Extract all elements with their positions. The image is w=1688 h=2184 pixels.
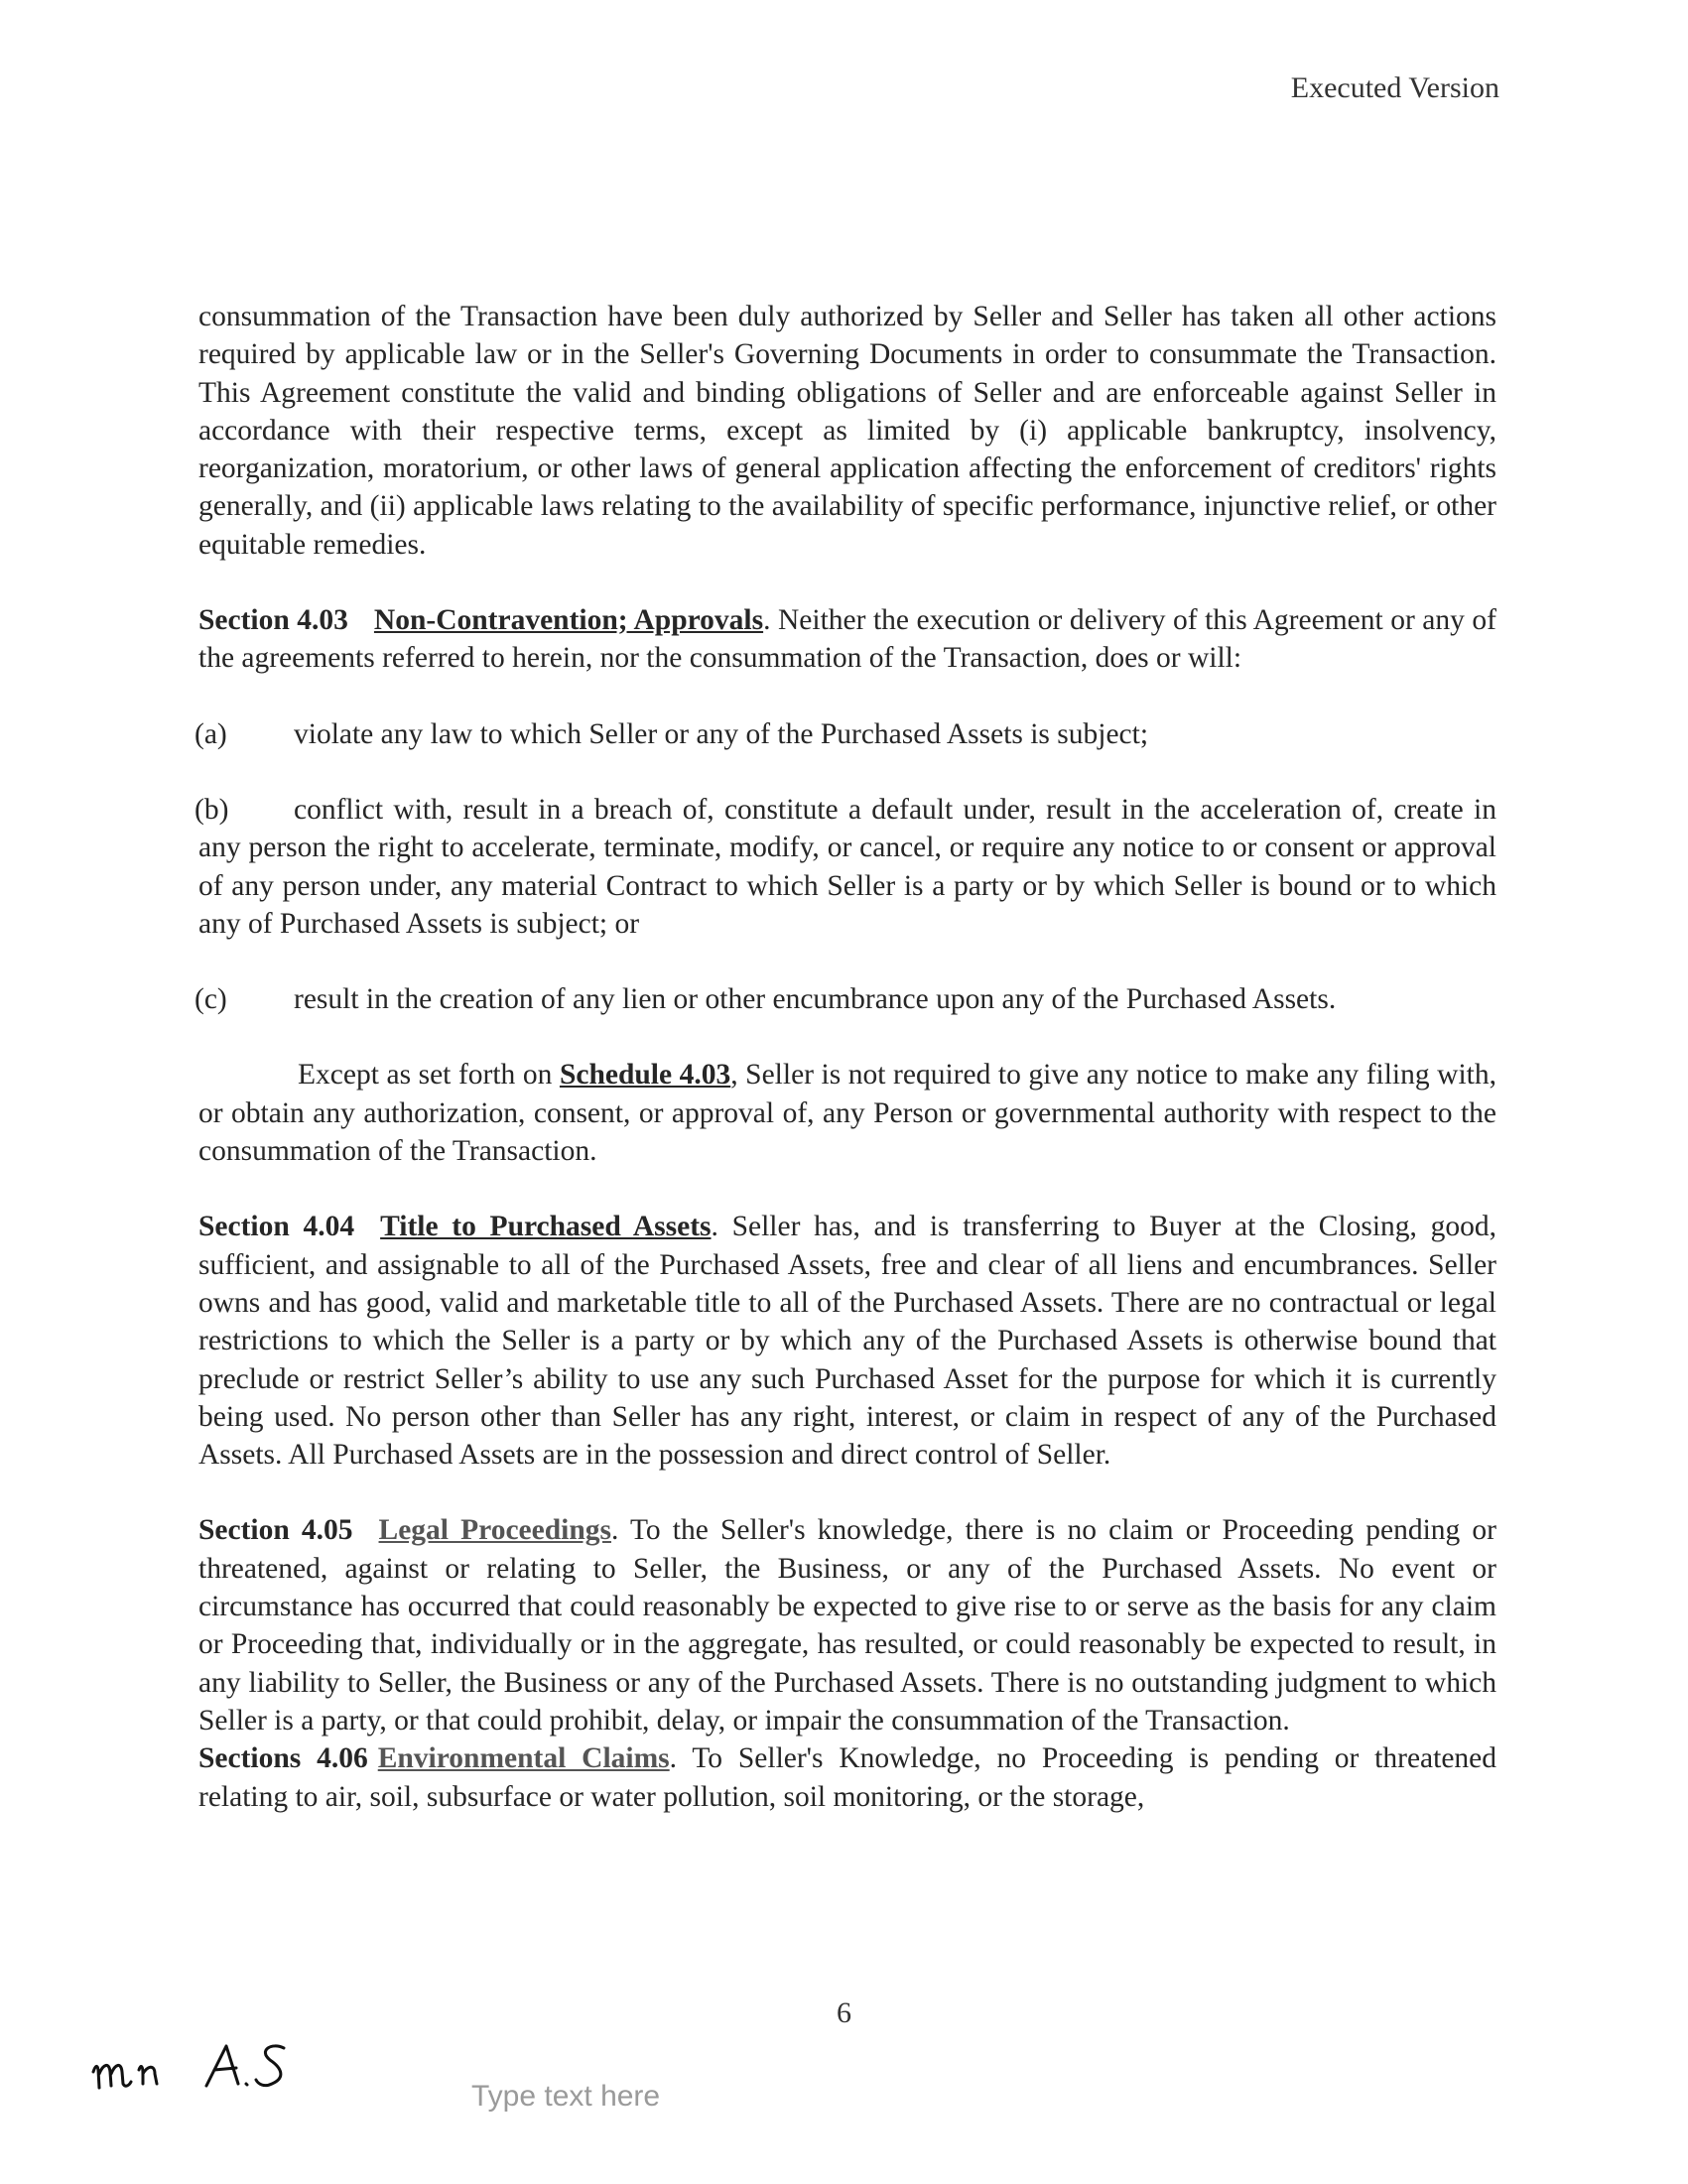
- schedule-reference: Schedule 4.03: [559, 1059, 731, 1092]
- section-title: Legal Proceedings: [378, 1514, 611, 1547]
- section-number: Section 4.05: [198, 1514, 353, 1547]
- clause-label: (c): [195, 983, 227, 1016]
- except-text-post: , Seller is not required to give any notice to make any filing with, or obtain any authorization, consent, or approval of, any Person or governmental authority with respect to the consummation of the Transaction.: [198, 1059, 1497, 1168]
- schedule-exception-paragraph: [198, 1056, 1496, 1170]
- section-text: . Neither the execution or delivery of this Agreement or any of the agreements referred to herein, nor the consummation of the Transaction, does or will:: [198, 604, 1496, 675]
- section-title: Environmental Claims: [377, 1742, 670, 1775]
- section-4-06-paragraph: [198, 1739, 1496, 1816]
- clause-text: conflict with, result in a breach of, constitute a default under, result in the acceleration of, create in any person the right to accelerate, terminate, modify, or cancel, or require any notice to or consent or approval of any person under, any material Contract to which Seller is a party or by which Seller is bound or to which any of Purchased Assets is subject; or: [198, 793, 1496, 940]
- section-4-03-paragraph: [198, 601, 1496, 678]
- section-text: . Seller has, and is transferring to Buyer at the Closing, good, sufficient, and assignable to all of the Purchased Assets, free and clear of all liens and encumbrances. Seller owns and has good, valid and marketable title to all of the Purchased Assets. There are no contractual or legal restrictions to which the Seller is a party or by which any of the Purchased Assets is otherwise bound that preclude or restrict Seller’s ability to use any such Purchased Asset for the purpose for which it is currently being used. No person other than Seller has any right, interest, or claim in respect of any of the Purchased Assets. All Purchased Assets are in the possession and direct control of Seller.: [198, 1211, 1496, 1472]
- clause-a: [195, 715, 1496, 753]
- text-placeholder[interactable]: Type text here: [471, 2080, 661, 2113]
- except-text-pre: Except as set forth on: [298, 1059, 560, 1092]
- handwritten-initials-signature: [87, 2026, 316, 2106]
- clause-text: violate any law to which Seller or any of the Purchased Assets is subject;: [294, 717, 1149, 750]
- section-text: . To the Seller's knowledge, there is no claim or Proceeding pending or threatened, against or relating to Seller, the Business, or any of the Purchased Assets. No event or circumstance has occurred that could reasonably be expected to give rise to or serve as the basis for any claim or Proceeding that, individually or in the aggregate, has resulted, or could reasonably be expected to result, in any liability to Seller, the Business or any of the Purchased Assets. There is no outstanding judgment to which Seller is a party, or that could prohibit, delay, or impair the consummation of the Transaction.: [198, 1514, 1497, 1736]
- clause-label: (a): [195, 717, 227, 750]
- page-number: 6: [837, 1996, 851, 2029]
- document-body: [195, 298, 1497, 1816]
- executed-version-label: Executed Version: [1290, 71, 1499, 104]
- section-title: Non-Contravention; Approvals: [373, 604, 764, 637]
- section-text: . To Seller's Knowledge, no Proceeding is pending or threatened relating to air, soil, subsurface or water pollution, soil monitoring, or the storage,: [198, 1742, 1497, 1813]
- clause-text: result in the creation of any lien or other encumbrance upon any of the Purchased Assets.: [294, 983, 1337, 1016]
- clause-label: (b): [195, 793, 229, 826]
- clause-c: [195, 980, 1496, 1018]
- section-4-05-paragraph: [198, 1511, 1496, 1739]
- section-4-04-paragraph: [198, 1208, 1496, 1474]
- section-number: Section 4.03: [198, 604, 348, 637]
- section-title: Title to Purchased Assets: [380, 1211, 712, 1243]
- section-number: Section 4.04: [198, 1211, 355, 1243]
- clause-b: [195, 791, 1496, 943]
- intro-paragraph: consummation of the Transaction have been duly authorized by Seller and Seller has taken all other actions required by applicable law or in the Seller's Governing Documents in order to consummate the Transaction. This Agreement constitute the valid and binding obligations of Seller and are enforceable against Seller in accordance with their respective terms, except as limited by (i) applicable bankruptcy, insolvency, reorganization, moratorium, or other laws of general application affecting the enforcement of creditors' rights generally, and (ii) applicable laws relating to the availability of specific performance, injunctive relief, or other equitable remedies.: [198, 301, 1496, 561]
- section-number: Sections 4.06: [198, 1742, 368, 1775]
